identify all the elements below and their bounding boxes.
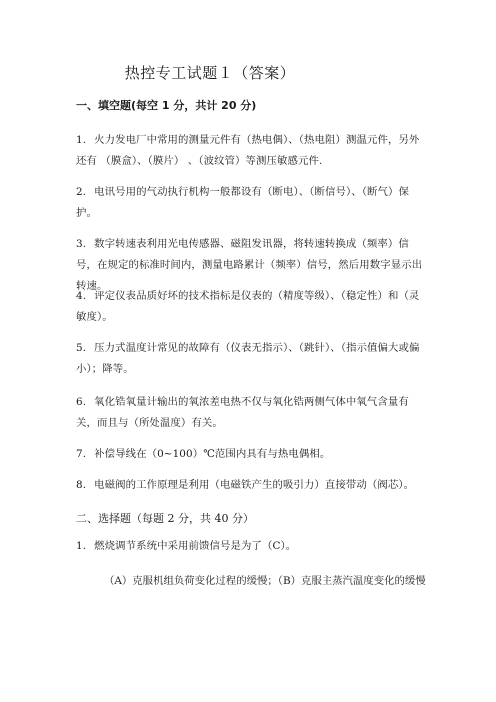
question-text: 压力式温度计常见的故障有（仪表无指示）、（跳针）、（指示值偏大或偏小）；降等。 xyxy=(76,342,420,375)
question-4 xyxy=(76,286,424,328)
question-number: 1. xyxy=(76,134,87,146)
question-number: 7. xyxy=(76,448,87,460)
question-text: 补偿导线在（0~100）℃范围内具有与热电偶相。 xyxy=(94,448,331,460)
question-text: 数字转速表利用光电传感器、磁阻发讯器，将转速转换成（频率）信号，在规定的标准时间内，测量电路累计（频率）信号，然后用数字显示出转速。 xyxy=(76,238,423,292)
question-number: 6. xyxy=(76,396,87,408)
question-1 xyxy=(76,130,424,172)
question-choice-1 xyxy=(76,536,424,557)
question-5 xyxy=(76,338,424,380)
section-heading-choice: 二、选择题（每题 2 分，共 40 分） xyxy=(76,512,254,525)
question-text: 电磁阀的工作原理是利用（电磁铁产生的吸引力）直接带动（阀芯）。 xyxy=(94,479,415,491)
question-number: 3. xyxy=(76,238,87,250)
question-number: 2. xyxy=(76,186,87,198)
question-number: 4. xyxy=(76,290,87,302)
question-8 xyxy=(76,475,424,496)
question-number: 5. xyxy=(76,342,87,354)
choice-options-line: （A）克服机组负荷变化过程的缓慢；（B）克服主蒸汽温度变化的缓慢 xyxy=(104,575,426,587)
question-7 xyxy=(76,444,424,465)
page-title: 热控专工试题１（答案） xyxy=(124,64,296,82)
question-2 xyxy=(76,182,424,224)
question-6 xyxy=(76,392,424,434)
question-text: 评定仪表品质好坏的技术指标是仪表的（精度等级）、（稳定性）和（灵敏度）。 xyxy=(76,290,420,323)
question-text: 氧化锆氧量计输出的氧浓差电热不仅与氧化锆两侧气体中氧气含量有关，而且与（所处温度）有关。 xyxy=(76,396,409,429)
question-text: 电讯号用的气动执行机构一般都设有（断电）、（断信号）、（断气）保护。 xyxy=(76,186,410,219)
question-text: 燃烧调节系统中采用前馈信号是为了（C）。 xyxy=(94,540,297,552)
question-text: 火力发电厂中常用的测量元件有（热电偶）、（热电阻）测温元件，另外还有 （膜盒）、（膜片） 、（波纹管）等测压敏感元件. xyxy=(76,134,420,167)
section-heading-fill-in: 一、填空题(每空 1 分，共计 20 分) xyxy=(76,99,257,112)
question-number: 8. xyxy=(76,479,87,491)
question-number: 1. xyxy=(76,540,87,552)
